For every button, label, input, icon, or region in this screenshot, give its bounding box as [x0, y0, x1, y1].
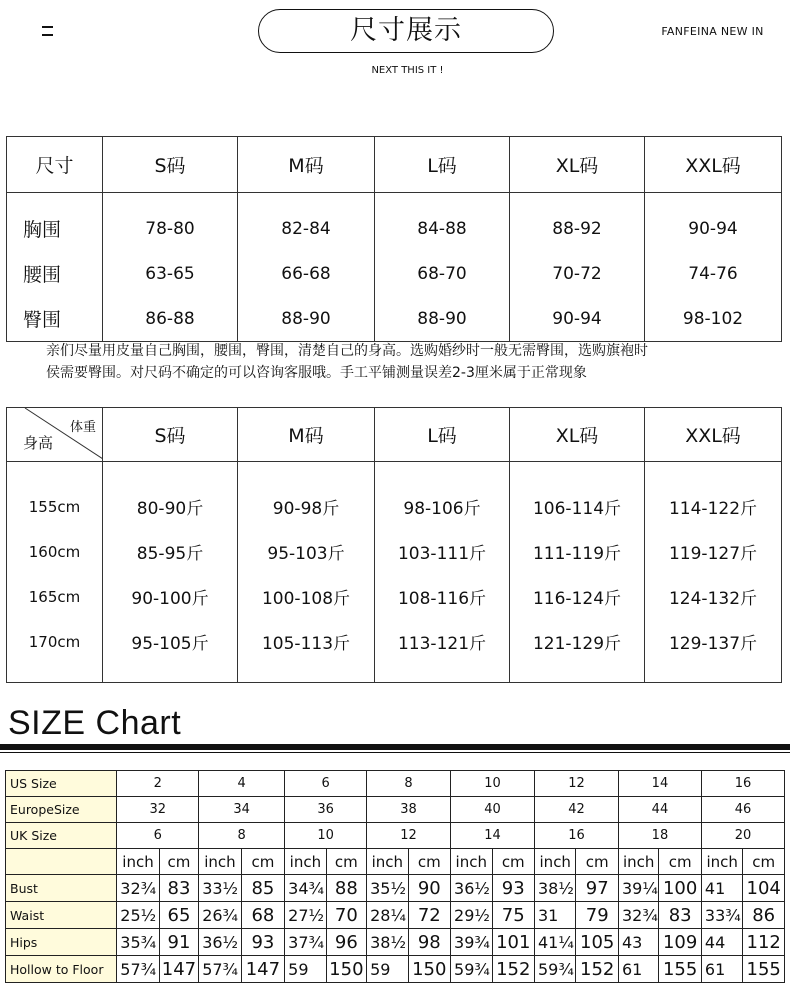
size-chart-table	[5, 770, 785, 983]
size-value: 32	[117, 797, 199, 823]
size-value: 38	[367, 797, 451, 823]
cm-value: 93	[492, 875, 535, 902]
row-label: 胸围	[7, 193, 103, 252]
inch-value: 59	[367, 956, 408, 983]
size-header: L码	[375, 137, 510, 193]
size-value: 2	[117, 771, 199, 797]
size-row	[6, 823, 785, 849]
inch-value: 33¾	[701, 902, 742, 929]
row-label: US Size	[6, 771, 117, 797]
inch-value: 35¾	[117, 929, 159, 956]
units-row	[6, 849, 785, 875]
inch-value: 38½	[367, 929, 408, 956]
cm-value: 86	[743, 902, 785, 929]
size-header: M码	[238, 137, 375, 193]
size-value: 44	[618, 797, 701, 823]
unit-header: inch	[618, 849, 658, 875]
row-label: UK Size	[6, 823, 117, 849]
cm-value: 90	[408, 875, 450, 902]
inch-value: 37¾	[285, 929, 326, 956]
cm-value: 104	[743, 875, 785, 902]
inch-value: 43	[618, 929, 658, 956]
size-header: L码	[375, 408, 510, 462]
cm-value: 68	[241, 902, 284, 929]
inch-value: 39¼	[618, 875, 658, 902]
table-cell: 111-119斤	[510, 529, 645, 574]
note-line: 侯需要臀围。对尺码不确定的可以咨询客服哦。手工平铺测量误差2-3厘米属于正常现象	[46, 365, 587, 381]
size-value: 14	[451, 823, 535, 849]
cm-value: 96	[326, 929, 366, 956]
table-cell: 121-129斤	[510, 619, 645, 664]
unit-header: inch	[701, 849, 742, 875]
height-label: 身高	[23, 434, 54, 452]
inch-value: 32¾	[618, 902, 658, 929]
inch-value: 61	[701, 956, 742, 983]
table-cell: 70-72	[510, 251, 645, 296]
measurement-row	[6, 956, 785, 983]
inch-value: 25½	[117, 902, 159, 929]
table-cell: 129-137斤	[645, 619, 782, 664]
size-value: 12	[367, 823, 451, 849]
measurement-row	[6, 929, 785, 956]
title-divider	[0, 744, 790, 754]
cm-value: 150	[326, 956, 366, 983]
height-cell: 160cm	[7, 529, 103, 574]
row-label: EuropeSize	[6, 797, 117, 823]
unit-header: inch	[367, 849, 408, 875]
size-value: 40	[451, 797, 535, 823]
table-cell: 100-108斤	[238, 574, 375, 619]
inch-value: 32¾	[117, 875, 159, 902]
corner-header: 尺寸	[7, 137, 103, 193]
inch-value: 38½	[535, 875, 576, 902]
inch-value: 34¾	[285, 875, 326, 902]
table-cell: 88-92	[510, 193, 645, 252]
row-label: Bust	[6, 875, 117, 902]
table-cell: 108-116斤	[375, 574, 510, 619]
cm-value: 85	[241, 875, 284, 902]
cm-value: 75	[492, 902, 535, 929]
cm-value: 88	[326, 875, 366, 902]
cm-value: 152	[492, 956, 535, 983]
size-value: 20	[701, 823, 784, 849]
table-cell: 90-100斤	[103, 574, 238, 619]
note-line: 亲们尽量用皮量自己胸围，腰围，臀围，清楚自己的身高。选购婚纱时一般无需臀围，选购旗袍时	[46, 343, 648, 359]
cm-value: 112	[743, 929, 785, 956]
unit-header: inch	[535, 849, 576, 875]
inch-value: 36½	[451, 875, 492, 902]
size-value: 18	[618, 823, 701, 849]
measurement-row	[6, 875, 785, 902]
size-value: 6	[285, 771, 367, 797]
table-cell: 68-70	[375, 251, 510, 296]
cm-value: 79	[576, 902, 619, 929]
unit-header: cm	[408, 849, 450, 875]
table-cell: 88-90	[375, 296, 510, 342]
cm-value: 93	[241, 929, 284, 956]
weight-label: 体重	[69, 420, 96, 435]
blank-cell	[6, 849, 117, 875]
table-cell: 113-121斤	[375, 619, 510, 664]
size-value: 42	[535, 797, 619, 823]
inch-value: 36½	[199, 929, 241, 956]
table-cell: 116-124斤	[510, 574, 645, 619]
size-value: 14	[618, 771, 701, 797]
table-row	[7, 251, 782, 296]
inch-value: 59¾	[535, 956, 576, 983]
inch-value: 41	[701, 875, 742, 902]
inch-value: 59	[285, 956, 326, 983]
inch-value: 59¾	[451, 956, 492, 983]
size-value: 6	[117, 823, 199, 849]
size-header: S码	[103, 137, 238, 193]
size-value: 10	[451, 771, 535, 797]
cm-value: 65	[159, 902, 198, 929]
cm-value: 91	[159, 929, 198, 956]
cm-value: 70	[326, 902, 366, 929]
unit-header: cm	[492, 849, 535, 875]
height-cell: 165cm	[7, 574, 103, 619]
size-value: 10	[285, 823, 367, 849]
inch-value: 39¾	[451, 929, 492, 956]
inch-value: 28¼	[367, 902, 408, 929]
unit-header: cm	[659, 849, 702, 875]
table-cell: 80-90斤	[103, 484, 238, 529]
unit-header: cm	[159, 849, 198, 875]
measurement-note	[46, 340, 781, 384]
table-row	[7, 193, 782, 252]
unit-header: inch	[199, 849, 241, 875]
cm-value: 155	[659, 956, 702, 983]
cm-value: 150	[408, 956, 450, 983]
cm-value: 72	[408, 902, 450, 929]
table-cell: 78-80	[103, 193, 238, 252]
measurement-table	[6, 136, 782, 342]
table-cell: 84-88	[375, 193, 510, 252]
table-cell: 114-122斤	[645, 484, 782, 529]
weight-table	[6, 407, 782, 683]
cm-value: 147	[241, 956, 284, 983]
subtitle: NEXT THIS IT !	[371, 65, 444, 76]
row-label: Hollow to Floor	[6, 956, 117, 983]
height-cell: 155cm	[7, 484, 103, 529]
table-cell: 105-113斤	[238, 619, 375, 664]
inch-value: 31	[535, 902, 576, 929]
menu-icon[interactable]	[42, 26, 53, 38]
size-header: M码	[238, 408, 375, 462]
table-cell: 95-103斤	[238, 529, 375, 574]
size-row	[6, 797, 785, 823]
table-row	[7, 484, 782, 529]
unit-header: inch	[451, 849, 492, 875]
table-cell: 63-65	[103, 251, 238, 296]
inch-value: 57¾	[199, 956, 241, 983]
unit-header: cm	[326, 849, 366, 875]
table-row	[7, 574, 782, 619]
size-value: 46	[701, 797, 784, 823]
size-chart-title: SIZE Chart	[8, 704, 182, 742]
table-cell: 90-98斤	[238, 484, 375, 529]
size-value: 16	[701, 771, 784, 797]
inch-value: 26¾	[199, 902, 241, 929]
brand-label: FANFEINA NEW IN	[661, 25, 764, 38]
table-row	[7, 529, 782, 574]
table-row	[7, 296, 782, 342]
cm-value: 152	[576, 956, 619, 983]
cm-value: 105	[576, 929, 619, 956]
size-value: 16	[535, 823, 619, 849]
inch-value: 61	[618, 956, 658, 983]
measurement-row	[6, 902, 785, 929]
unit-header: inch	[117, 849, 159, 875]
row-label: Hips	[6, 929, 117, 956]
height-cell: 170cm	[7, 619, 103, 664]
table-cell: 82-84	[238, 193, 375, 252]
table-cell: 86-88	[103, 296, 238, 342]
size-header: S码	[103, 408, 238, 462]
table-cell: 88-90	[238, 296, 375, 342]
cm-value: 98	[408, 929, 450, 956]
size-row	[6, 771, 785, 797]
size-value: 34	[199, 797, 285, 823]
inch-value: 29½	[451, 902, 492, 929]
row-label: Waist	[6, 902, 117, 929]
size-header: XL码	[510, 408, 645, 462]
corner-header	[7, 408, 103, 462]
size-value: 36	[285, 797, 367, 823]
cm-value: 101	[492, 929, 535, 956]
inch-value: 44	[701, 929, 742, 956]
table-cell: 98-102	[645, 296, 782, 342]
inch-value: 57¾	[117, 956, 159, 983]
table-cell: 95-105斤	[103, 619, 238, 664]
table-cell: 124-132斤	[645, 574, 782, 619]
table-cell: 106-114斤	[510, 484, 645, 529]
table-cell: 98-106斤	[375, 484, 510, 529]
cm-value: 109	[659, 929, 702, 956]
size-header: XL码	[510, 137, 645, 193]
table-cell: 66-68	[238, 251, 375, 296]
cm-value: 83	[159, 875, 198, 902]
inch-value: 27½	[285, 902, 326, 929]
unit-header: cm	[576, 849, 619, 875]
size-header: XXL码	[645, 137, 782, 193]
size-value: 8	[199, 823, 285, 849]
inch-value: 33½	[199, 875, 241, 902]
table-cell: 74-76	[645, 251, 782, 296]
cm-value: 97	[576, 875, 619, 902]
cm-value: 100	[659, 875, 702, 902]
table-cell: 90-94	[510, 296, 645, 342]
unit-header: cm	[743, 849, 785, 875]
table-cell: 119-127斤	[645, 529, 782, 574]
table-row	[7, 619, 782, 664]
cm-value: 147	[159, 956, 198, 983]
inch-value: 41¼	[535, 929, 576, 956]
table-cell: 103-111斤	[375, 529, 510, 574]
cm-value: 155	[743, 956, 785, 983]
table-cell: 90-94	[645, 193, 782, 252]
size-value: 8	[367, 771, 451, 797]
cm-value: 83	[659, 902, 702, 929]
size-value: 12	[535, 771, 619, 797]
inch-value: 35½	[367, 875, 408, 902]
unit-header: inch	[285, 849, 326, 875]
row-label: 腰围	[7, 251, 103, 296]
table-cell: 85-95斤	[103, 529, 238, 574]
row-label: 臀围	[7, 296, 103, 342]
page-title: 尺寸展示	[258, 9, 554, 53]
unit-header: cm	[241, 849, 284, 875]
size-value: 4	[199, 771, 285, 797]
size-header: XXL码	[645, 408, 782, 462]
